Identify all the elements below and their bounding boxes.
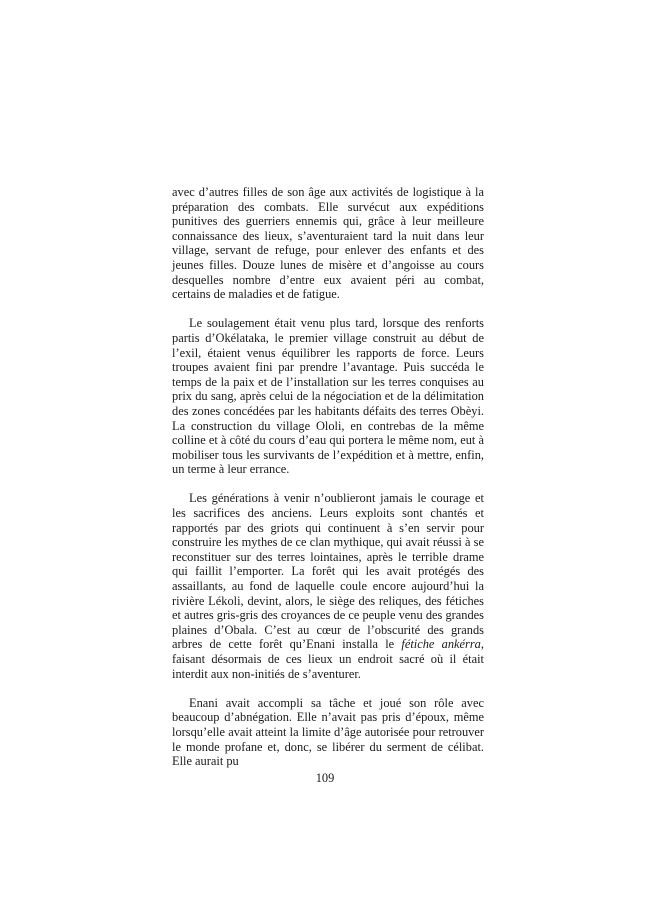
paragraph-3-italic-term: fétiche ankérra	[401, 637, 481, 652]
paragraph-3	[172, 491, 484, 681]
body-text	[172, 185, 484, 769]
paragraph-3-part-1: Les générations à venir n’oublieront jamais le courage et les sacrifices des anciens. Leurs exploits sont chantés et rapportés par des griots qui continuent à s’en servir pour construire les mythes de ce clan mythique, qui avait réussi à se reconstituer sur des terres lointaines, après le terrible drame qui faillit l’emporter. La forêt qui les avait protégés des assaillants, au fond de laquelle coule encore aujourd’hui la rivière Lékoli, devint, alors, le siège des reliques, des fétiches et autres gris-gris des croyances de ce peuple venu des grandes plaines d’Obala. C’est au cœur de l’obscurité des grands arbres de cette forêt qu’Enani installa le	[172, 491, 484, 652]
paragraph-1: avec d’autres filles de son âge aux activités de logistique à la préparation des combats. Elle survécut aux expéditions punitives des guerriers ennemis qui, grâce à leur meilleure connaissance des lieux, s’aventuraient tard la nuit dans leur village, servant de refuge, pour enlever des enfants et des jeunes filles. Douze lunes de misère et d’angoisse au cours desquelles nombre d’entre eux avaient péri au combat, certains de maladies et de fatigue.	[172, 185, 484, 302]
paragraph-4: Enani avait accompli sa tâche et joué son rôle avec beaucoup d’abnégation. Elle n’avait pas pris d’époux, même lorsqu’elle avait atteint la limite d’âge autorisée pour retrouver le monde profane et, donc, se libérer du serment de célibat. Elle aurait pu	[172, 695, 484, 769]
paragraph-3-part-2: , faisant désormais de ces lieux un endroit sacré où il était interdit aux non-initiés de s’aventurer.	[172, 637, 484, 681]
page-number: 109	[315, 771, 335, 785]
paragraph-2: Le soulagement était venu plus tard, lorsque des renforts partis d’Okélataka, le premier village construit au début de l’exil, étaient venus équilibrer les rapports de force. Leurs troupes avaient fini par prendre l’avantage. Puis succéda le temps de la paix et de l’installation sur les terres conquises au prix du sang, après celui de la négociation et de la délimitation des zones concédées par les habitants défaits des terres Obèyi. La construction du village Ololi, en contrebas de la même colline et à côté du cours d’eau qui portera le même nom, eut à mobiliser tous les survivants de l’expédition et à mettre, enfin, un terme à leur errance.	[172, 316, 484, 477]
